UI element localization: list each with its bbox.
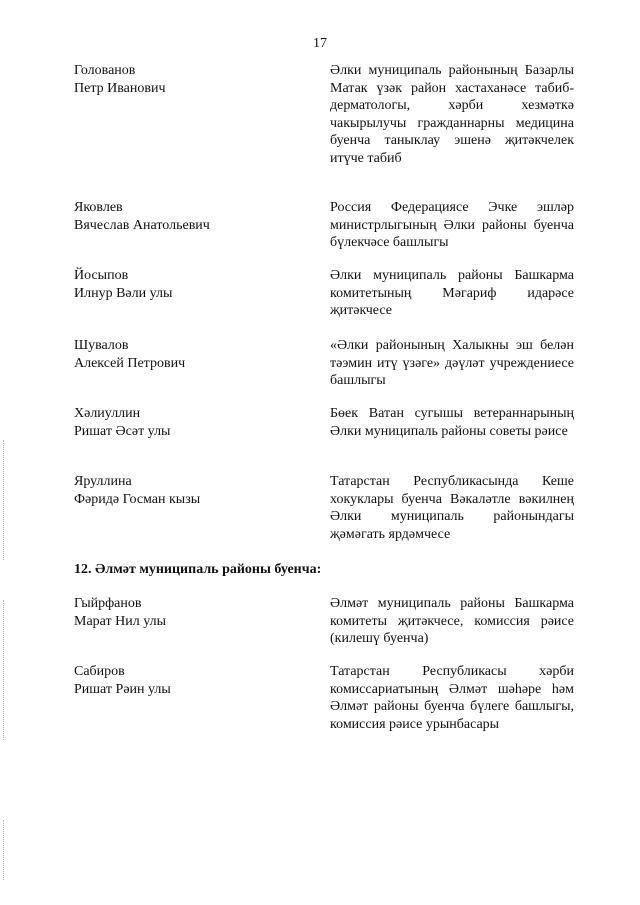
member-name [74, 199, 304, 234]
member-given-name: Илнур Вәли улы [74, 285, 173, 301]
scan-margin-artifact [3, 440, 6, 560]
member-role: Бөек Ватан сугышы ветераннарының Әлки муниципаль районы советы рәисе [330, 406, 574, 439]
member-name [74, 267, 304, 302]
member-name [74, 473, 304, 508]
member-role: Әлки муниципаль районының Базарлы Матак үзәк район хастаханәсе табиб-дерматологы, хәрби хезмәткә чакырылучы гражданнарны медицина буенча таныклау эшенә җитәкчелек итүче табиб [330, 63, 574, 166]
member-given-name: Петр Иванович [74, 80, 166, 96]
member-role: Татарстан Республикасы хәрби комиссариатының Әлмәт шәһәре һәм Әлмәт районы буенча бүлеге башлыгы, комиссия рәисе урынбасары [330, 664, 574, 732]
member-surname: Голованов [74, 63, 136, 78]
member-given-name: Ришат Рәин улы [74, 681, 171, 697]
member-role: Россия Федерациясе Эчке эшләр министрлыгының Әлки районы буенча бүлекчәсе башлыгы [330, 200, 574, 250]
member-given-name: Алексей Петрович [74, 355, 186, 371]
member-surname: Хәлиуллин [74, 406, 141, 421]
member-given-name: Ришат Әсәт улы [74, 423, 171, 439]
member-given-name: Вячеслав Анатольевич [74, 217, 210, 233]
member-surname: Йосыпов [74, 268, 129, 283]
member-role: Татарстан Республикасында Кеше хокуклары буенча Вәкаләтле вәкилнең Әлки муниципаль районындагы җәмәгать ярдәмчесе [330, 474, 574, 542]
member-role: «Әлки районының Халыкны эш белән тәэмин итү үзәге» дәүләт учреждениесе башлыгы [330, 338, 574, 388]
member-surname: Яруллина [74, 474, 132, 489]
scan-margin-artifact [3, 600, 6, 740]
section-heading: 12. Әлмәт муниципаль районы буенча: [74, 562, 322, 577]
member-surname: Яковлев [74, 200, 123, 215]
member-role: Әлки муниципаль районы Башкарма комитетының Мәгариф идарәсе җитәкчесе [330, 268, 574, 318]
scan-margin-artifact [3, 820, 6, 880]
member-role: Әлмәт муниципаль районы Башкарма комитеты җитәкчесе, комиссия рәисе (килешү буенча) [330, 596, 574, 646]
member-given-name: Фәридә Госман кызы [74, 491, 201, 507]
member-name [74, 337, 304, 372]
member-surname: Сабиров [74, 664, 125, 679]
member-name [74, 663, 304, 698]
member-name [74, 405, 304, 440]
member-name [74, 62, 304, 97]
member-surname: Шувалов [74, 338, 129, 353]
member-surname: Гыйрфанов [74, 596, 142, 611]
member-given-name: Марат Нил улы [74, 613, 166, 629]
member-name [74, 595, 304, 630]
page-number: 17 [313, 36, 327, 51]
